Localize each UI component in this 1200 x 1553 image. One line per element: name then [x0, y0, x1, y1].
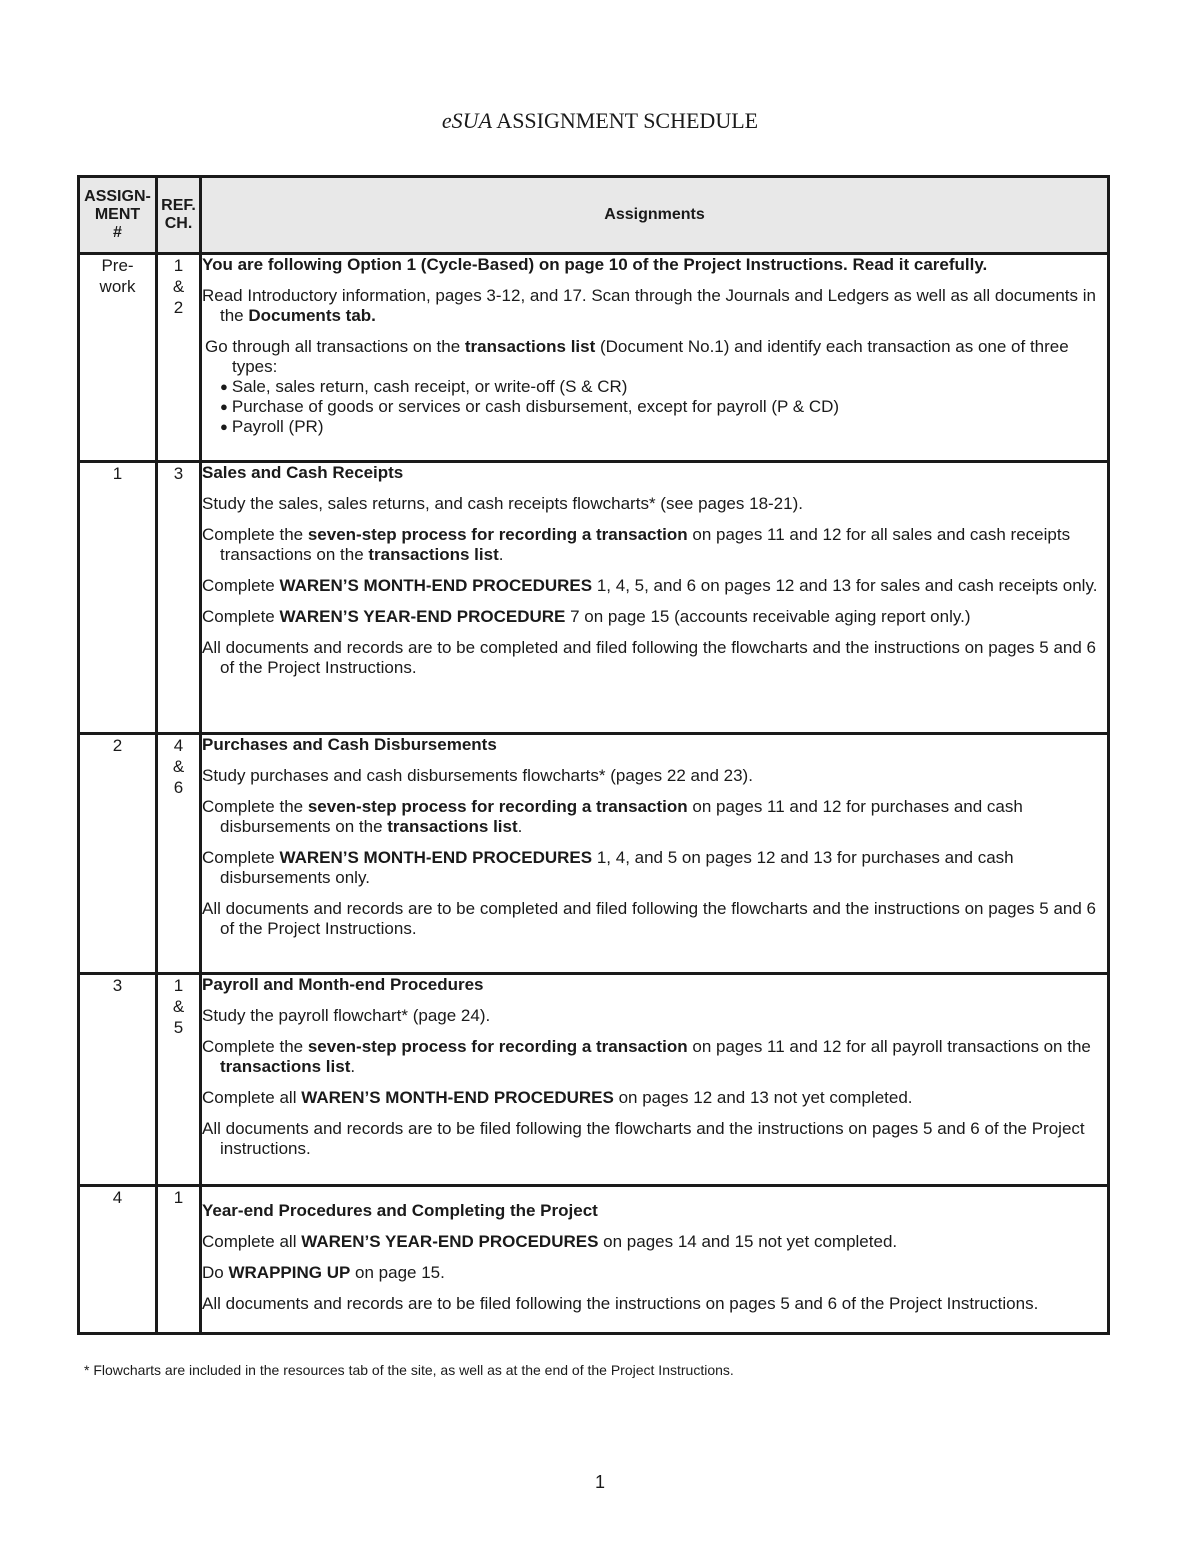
paragraph: Complete WAREN’S MONTH-END PROCEDURES 1, 4, 5, and 6 on pages 12 and 13 for sales and cash receipts only.	[202, 576, 1098, 595]
assignment-details	[201, 1186, 1109, 1334]
ref-chapter: 4 & 6	[157, 734, 201, 974]
table-row	[79, 734, 1109, 974]
paragraph: Complete the seven-step process for recording a transaction on pages 11 and 12 for all sales and cash receipts transactions on the transactions list.	[202, 525, 1071, 564]
table-row	[79, 974, 1109, 1186]
section-heading: Payroll and Month-end Procedures	[202, 975, 484, 994]
title-rest: ASSIGNMENT SCHEDULE	[492, 108, 759, 133]
paragraph: Complete WAREN’S MONTH-END PROCEDURES 1, 4, and 5 on pages 12 and 13 for purchases and cash disbursements only.	[202, 848, 1014, 887]
header-assignment: ASSIGN- MENT #	[79, 177, 157, 254]
assignment-details	[201, 974, 1109, 1186]
header-assignments: Assignments	[201, 177, 1109, 254]
title-esua: eSUA	[441, 108, 493, 133]
table-row	[79, 254, 1109, 462]
assignment-number: 3	[79, 974, 157, 1186]
paragraph: Complete the seven-step process for recording a transaction on pages 11 and 12 for all payroll transactions on the transactions list.	[202, 1037, 1091, 1076]
list-item: ● Purchase of goods or services or cash disbursement, except for payroll (P & CD)	[220, 397, 840, 416]
bullet-icon: ●	[220, 379, 228, 394]
assignment-details	[201, 734, 1109, 974]
paragraph: Complete the seven-step process for recording a transaction on pages 11 and 12 for purchases and cash disbursements on the transactions list.	[202, 797, 1023, 836]
ref-chapter: 1 & 2	[157, 254, 201, 462]
bullet-icon: ●	[220, 419, 228, 434]
paragraph: Read Introductory information, pages 3-12, and 17. Scan through the Journals and Ledgers as well as all documents in the Documents tab.	[202, 286, 1096, 325]
list-item: ● Sale, sales return, cash receipt, or write-off (S & CR)	[220, 377, 628, 396]
assignment-details	[201, 462, 1109, 734]
paragraph: Study purchases and cash disbursements flowcharts* (pages 22 and 23).	[202, 766, 753, 785]
section-heading: Year-end Procedures and Completing the Project	[202, 1201, 598, 1220]
assignment-schedule-table	[77, 175, 1110, 1335]
paragraph: Complete all WAREN’S MONTH-END PROCEDURES on pages 12 and 13 not yet completed.	[202, 1088, 913, 1107]
ref-chapter: 1	[157, 1186, 201, 1334]
paragraph: All documents and records are to be completed and filed following the flowcharts and the instructions on pages 5 and 6 of the Project Instructions.	[202, 638, 1096, 677]
page-title	[0, 108, 1200, 134]
assignment-number: 1	[79, 462, 157, 734]
assignment-details	[201, 254, 1109, 462]
list-item: ● Payroll (PR)	[220, 417, 324, 436]
paragraph: All documents and records are to be filed following the instructions on pages 5 and 6 of the Project Instructions.	[202, 1294, 1039, 1313]
header-ref: REF. CH.	[157, 177, 201, 254]
table-header-row	[79, 177, 1109, 254]
paragraph: Go through all transactions on the transactions list (Document No.1) and identify each transaction as one of three types:	[205, 337, 1069, 376]
option-notice: You are following Option 1 (Cycle-Based) on page 10 of the Project Instructions. Read it carefully.	[202, 255, 988, 274]
page-number: 1	[594, 1472, 605, 1492]
paragraph: Study the payroll flowchart* (page 24).	[202, 1006, 491, 1025]
paragraph: Do WRAPPING UP on page 15.	[202, 1263, 445, 1282]
section-heading: Purchases and Cash Disbursements	[202, 735, 497, 754]
table-row	[79, 1186, 1109, 1334]
footnote: * Flowcharts are included in the resources tab of the site, as well as at the end of the Project Instructions.	[84, 1362, 734, 1378]
paragraph: Study the sales, sales returns, and cash receipts flowcharts* (see pages 18-21).	[202, 494, 803, 513]
paragraph: All documents and records are to be filed following the flowcharts and the instructions on pages 5 and 6 of the Project instructions.	[202, 1119, 1085, 1158]
assignment-number: 4	[79, 1186, 157, 1334]
paragraph: Complete all WAREN’S YEAR-END PROCEDURES on pages 14 and 15 not yet completed.	[202, 1232, 898, 1251]
assignment-number: 2	[79, 734, 157, 974]
ref-chapter: 3	[157, 462, 201, 734]
section-heading: Sales and Cash Receipts	[202, 463, 404, 482]
transaction-types-list	[202, 377, 1107, 437]
table-row	[79, 462, 1109, 734]
paragraph: Complete WAREN’S YEAR-END PROCEDURE 7 on page 15 (accounts receivable aging report only.)	[202, 607, 971, 626]
assignment-number: Pre- work	[79, 254, 157, 462]
ref-chapter: 1 & 5	[157, 974, 201, 1186]
paragraph: All documents and records are to be completed and filed following the flowcharts and the instructions on pages 5 and 6 of the Project Instructions.	[202, 899, 1096, 938]
bullet-icon: ●	[220, 399, 228, 414]
